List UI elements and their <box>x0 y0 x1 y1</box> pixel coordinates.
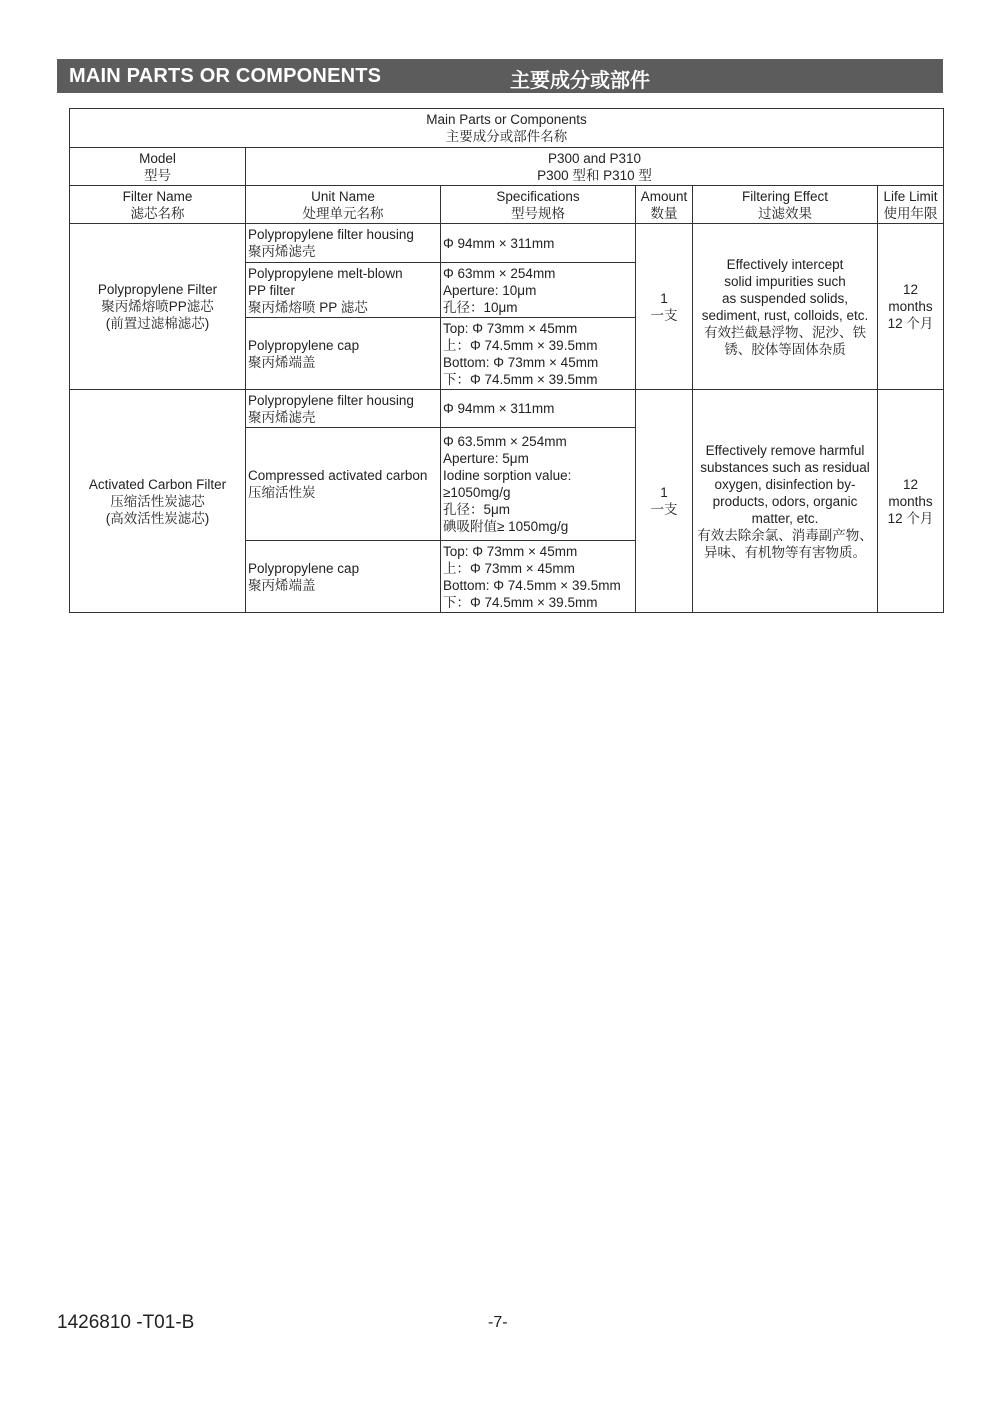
column-header-specifications-zh: 型号规格 <box>511 205 565 221</box>
document-code: 1426810 -T01-B <box>57 1312 195 1333</box>
amount-cell-line: 一支 <box>650 307 678 323</box>
specification-cell-line: Φ 63mm × 254mm <box>443 265 556 281</box>
filtering-effect-cell <box>693 390 878 613</box>
model-value <box>246 148 944 186</box>
life-limit-cell-line: 12 <box>902 282 919 297</box>
column-header-filter-name-zh: 滤芯名称 <box>130 205 185 221</box>
column-header-filtering-effect-en: Filtering Effect <box>741 188 829 204</box>
column-header-unit-name <box>246 186 441 224</box>
unit-name-cell-line: 聚丙烯端盖 <box>248 354 316 370</box>
specification-cell-line: 孔径：10μm <box>443 299 518 315</box>
unit-name-cell-line: Polypropylene filter housing <box>248 392 414 408</box>
specification-cell <box>441 263 636 318</box>
life-limit-cell <box>878 224 944 390</box>
specification-cell-line: Φ 94mm × 311mm <box>443 401 555 416</box>
section-title-zh: 主要成分或部件 <box>510 68 650 92</box>
specification-cell-line: Aperture: 10μm <box>443 282 537 298</box>
specification-cell-line: ≥1050mg/g <box>443 485 511 500</box>
section-title-en: MAIN PARTS OR COMPONENTS <box>69 65 382 87</box>
column-header-amount-en: Amount <box>640 188 688 204</box>
specification-cell <box>441 390 636 428</box>
table-caption-zh: 主要成分或部件名称 <box>445 129 568 144</box>
life-limit-cell <box>878 390 944 613</box>
column-header-life-limit <box>878 186 944 224</box>
section-header-bar <box>57 59 943 93</box>
caption-row <box>70 109 944 148</box>
unit-name-cell-line: Compressed activated carbon <box>248 468 428 483</box>
filtering-effect-cell-line: Effectively intercept <box>726 256 844 272</box>
column-header-filter-name <box>70 186 246 224</box>
unit-name-cell <box>246 263 441 318</box>
filter-name-cell-line: Polypropylene Filter <box>97 282 218 297</box>
unit-name-cell-line: 聚丙烯滤壳 <box>248 244 316 259</box>
filter-name-cell-line: Activated Carbon Filter <box>88 476 227 492</box>
column-header-unit-name-en: Unit Name <box>311 188 375 204</box>
filter-name-cell-line: 压缩活性炭滤芯 <box>110 493 205 509</box>
page-number: -7- <box>488 1314 508 1331</box>
filter-name-cell <box>70 390 246 613</box>
table-caption <box>70 109 944 148</box>
specification-cell <box>441 428 636 541</box>
filtering-effect-cell-line: substances such as residual <box>700 459 870 475</box>
specification-cell <box>441 318 636 390</box>
specification-cell <box>441 224 636 263</box>
column-header-row <box>70 186 944 224</box>
filtering-effect-cell-line: as suspended solids, <box>721 290 849 306</box>
unit-name-cell-line: Polypropylene cap <box>248 337 360 353</box>
filter-name-cell-line: 聚丙烯熔喷PP滤芯 <box>101 299 214 314</box>
filtering-effect-cell-line: 有效拦截悬浮物、泥沙、铁 <box>704 324 866 340</box>
components-table <box>69 108 944 613</box>
model-value-en: P300 and P310 <box>547 150 642 166</box>
unit-name-cell-line: 压缩活性炭 <box>248 485 316 500</box>
unit-name-cell <box>246 390 441 428</box>
model-label <box>70 148 246 186</box>
column-header-filter-name-en: Filter Name <box>122 188 193 204</box>
specification-cell-line: 下：Φ 74.5mm × 39.5mm <box>443 371 598 387</box>
filter-name-cell-line: (高效活性炭滤芯) <box>105 510 210 526</box>
table-row <box>70 224 944 263</box>
filtering-effect-cell-line: sediment, rust, colloids, etc. <box>701 307 869 323</box>
unit-name-cell-line: Polypropylene cap <box>248 560 360 576</box>
specification-cell-line: 下：Φ 74.5mm × 39.5mm <box>443 594 598 610</box>
column-header-amount <box>636 186 693 224</box>
column-header-amount-zh: 数量 <box>650 205 678 221</box>
filtering-effect-cell-line: oxygen, disinfection by- <box>714 476 856 492</box>
specification-cell-line: 上：Φ 73mm × 45mm <box>443 560 575 576</box>
specification-cell-line: Top: Φ 73mm × 45mm <box>443 320 578 336</box>
filtering-effect-cell-line: 异味、有机物等有害物质。 <box>704 544 866 560</box>
specification-cell-line: Φ 63.5mm × 254mm <box>443 434 567 449</box>
amount-cell-line: 1 <box>660 485 668 500</box>
model-row <box>70 148 944 186</box>
amount-cell-line: 1 <box>660 290 668 306</box>
unit-name-cell <box>246 224 441 263</box>
life-limit-cell-line: 12 <box>902 476 919 492</box>
components-table-body <box>70 109 944 613</box>
amount-cell <box>636 390 693 613</box>
column-header-life-limit-en: Life Limit <box>883 188 938 204</box>
filtering-effect-cell-line: matter, etc. <box>751 510 819 526</box>
specification-cell-line: Top: Φ 73mm × 45mm <box>443 543 578 559</box>
unit-name-cell-line: 聚丙烯滤壳 <box>248 409 316 425</box>
model-label-en: Model <box>139 150 176 166</box>
column-header-filtering-effect <box>693 186 878 224</box>
specification-cell-line: Aperture: 5μm <box>443 451 529 466</box>
filtering-effect-cell-line: solid impurities such <box>724 273 846 289</box>
unit-name-cell <box>246 428 441 541</box>
unit-name-cell-line: PP filter <box>248 282 296 298</box>
filter-name-cell-line: (前置过滤棉滤芯) <box>105 316 210 331</box>
specification-cell-line: 孔径：5μm <box>443 502 511 517</box>
filtering-effect-cell-line: 有效去除余氯、消毒副产物、 <box>697 527 873 543</box>
filter-name-cell <box>70 224 246 390</box>
unit-name-cell-line: 聚丙烯端盖 <box>248 577 316 593</box>
specification-cell-line: 碘吸附值≥ 1050mg/g <box>443 519 569 534</box>
table-row <box>70 390 944 428</box>
unit-name-cell-line: Polypropylene filter housing <box>248 227 414 242</box>
column-header-specifications <box>441 186 636 224</box>
model-value-zh: P300 型和 P310 型 <box>537 167 652 183</box>
specification-cell-line: 上：Φ 74.5mm × 39.5mm <box>443 337 598 353</box>
column-header-specifications-en: Specifications <box>496 188 580 204</box>
filtering-effect-cell-line: products, odors, organic <box>712 493 858 509</box>
unit-name-cell-line: 聚丙烯熔喷 PP 滤芯 <box>248 299 368 315</box>
unit-name-cell-line: Polypropylene melt-blown <box>248 265 403 281</box>
column-header-unit-name-zh: 处理单元名称 <box>302 205 384 221</box>
specification-cell <box>441 541 636 613</box>
filtering-effect-cell <box>693 224 878 390</box>
specification-cell-line: Φ 94mm × 311mm <box>443 235 555 251</box>
specification-cell-line: Iodine sorption value: <box>443 468 572 483</box>
filtering-effect-cell-line: 锈、胶体等固体杂质 <box>724 341 846 357</box>
unit-name-cell <box>246 541 441 613</box>
specification-cell-line: Bottom: Φ 73mm × 45mm <box>443 354 599 370</box>
life-limit-cell-line: 12 个月 <box>887 316 934 331</box>
life-limit-cell-line: months <box>888 299 933 314</box>
unit-name-cell <box>246 318 441 390</box>
life-limit-cell-line: 12 个月 <box>887 510 934 526</box>
life-limit-cell-line: months <box>888 493 933 509</box>
column-header-filtering-effect-zh: 过滤效果 <box>758 205 812 221</box>
specification-cell-line: Bottom: Φ 74.5mm × 39.5mm <box>443 577 621 593</box>
amount-cell-line: 一支 <box>650 502 678 517</box>
filtering-effect-cell-line: Effectively remove harmful <box>705 442 865 458</box>
amount-cell <box>636 224 693 390</box>
model-label-zh: 型号 <box>144 167 171 183</box>
column-header-life-limit-zh: 使用年限 <box>883 205 938 221</box>
table-caption-en: Main Parts or Components <box>426 112 587 127</box>
